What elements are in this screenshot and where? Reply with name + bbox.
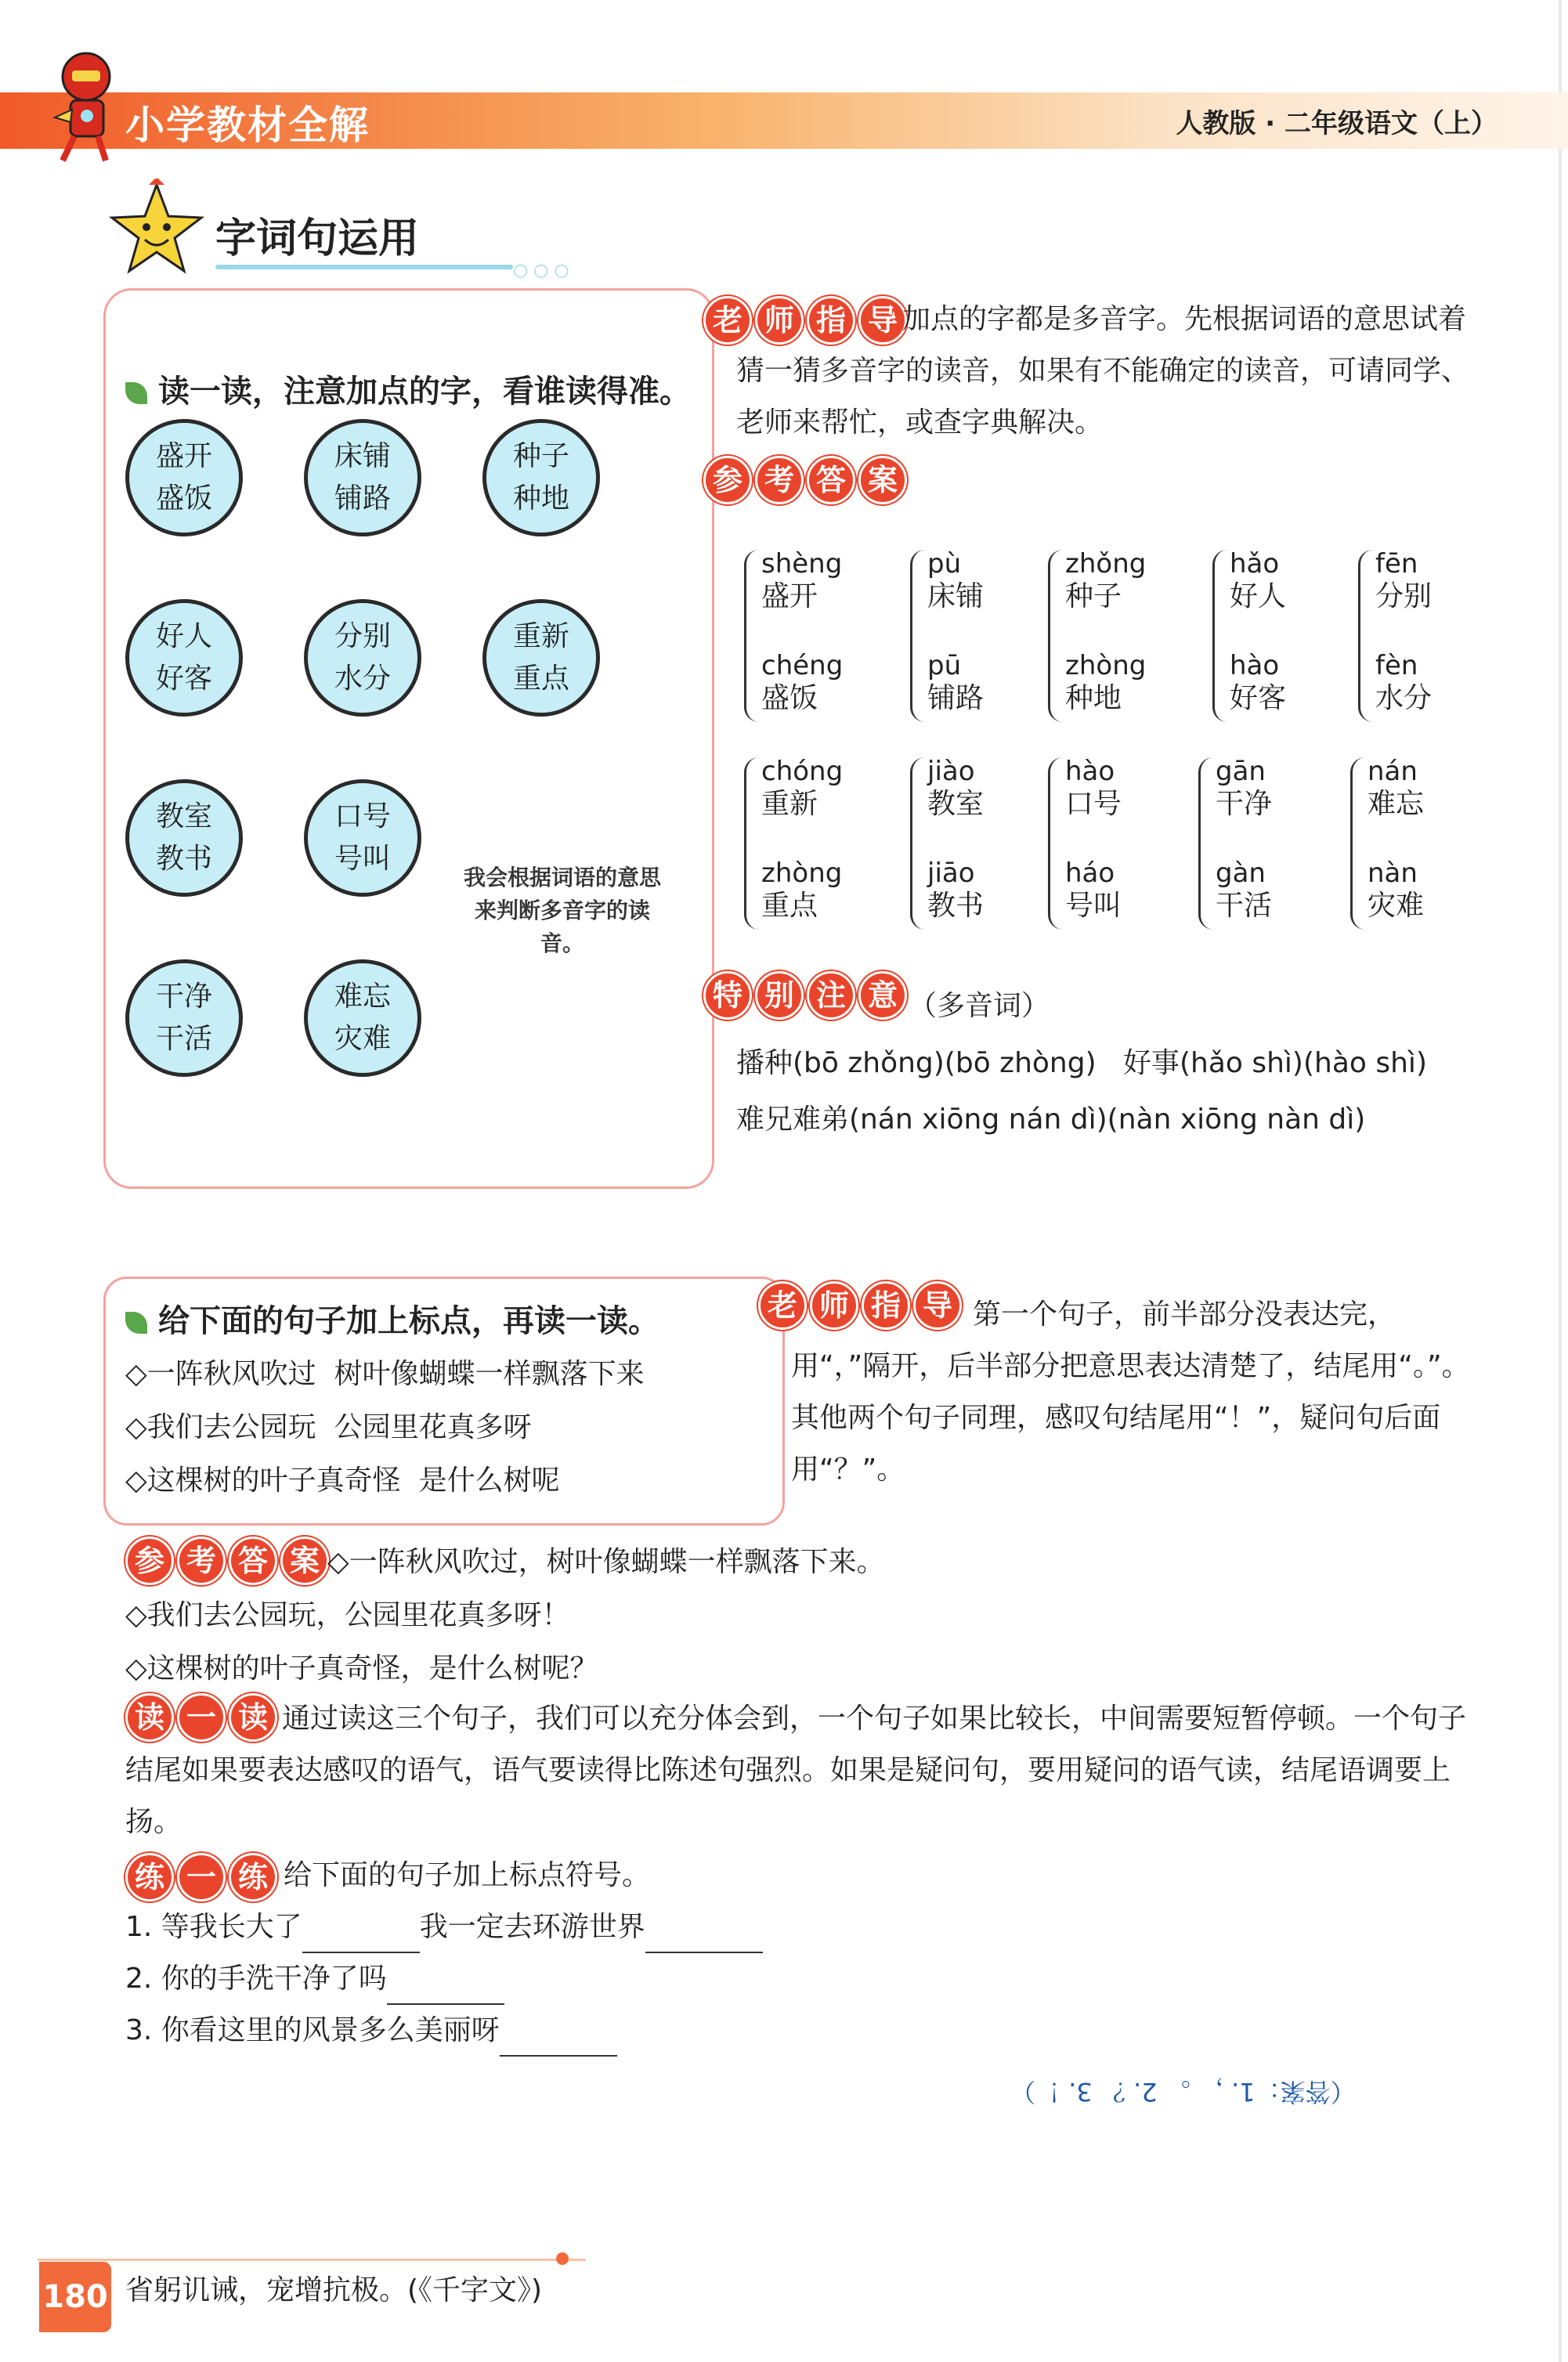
hanzi: 干净 xyxy=(1216,788,1273,820)
pinyin-group xyxy=(1212,540,1346,728)
blank-line[interactable] xyxy=(645,1925,763,1953)
label-char: 意 xyxy=(858,971,907,1020)
sentence: ◇一阵秋风吹过 树叶像蝴蝶一样飘落下来 xyxy=(125,1358,645,1390)
hanzi: 种地 xyxy=(1065,682,1122,714)
label-char: 导 xyxy=(913,1281,962,1330)
read-text: 通过读这三个句子，我们可以充分体会到，一个句子如果比较长，中间需要短暂停顿。一个句子结尾如果要表达感叹的语气，语气要读得比陈述句强烈。如果是疑问句，要用疑问的语气读，结尾语调要上扬。 xyxy=(125,1703,1467,1838)
word: 干净 xyxy=(155,981,212,1013)
edition-label: 人教版 · 二年级语文（上） xyxy=(1176,108,1498,139)
word: 铺路 xyxy=(334,482,391,515)
practice-sentence: 我一定去环游世界 xyxy=(419,1911,645,1943)
note-line-1: 播种(bō zhǒng)(bō zhòng) 好事(hǎo shì)(hào shì) xyxy=(736,1047,1427,1079)
question-2-text: 给下面的句子加上标点，再读一读。 xyxy=(158,1303,659,1339)
brace xyxy=(1048,550,1063,722)
word: 好人 xyxy=(155,620,212,652)
word: 教室 xyxy=(155,800,212,832)
word-circle xyxy=(125,599,243,717)
page-edge xyxy=(1559,0,1562,2362)
word: 种地 xyxy=(512,482,569,515)
hanzi: 盛饭 xyxy=(761,682,818,714)
label-char: 答 xyxy=(807,456,855,504)
label-char: 老 xyxy=(758,1281,807,1330)
teacher-guide-text: 加点的字都是多音字。先根据词语的意思试着猜一猜多音字的读音，如果有不能确定的读音，可请同学、老师来帮忙，或查字典解决。 xyxy=(736,303,1470,439)
pinyin-group xyxy=(1048,748,1181,936)
pinyin: zhòng xyxy=(761,858,843,889)
word: 重点 xyxy=(512,663,569,695)
label-char: 注 xyxy=(807,971,855,1020)
footer-rule xyxy=(38,2259,586,2261)
practice-sentence: 2. 你的手洗干净了吗 xyxy=(125,1963,387,1995)
sentence: ◇这棵树的叶子真奇怪 是什么树呢 xyxy=(125,1465,560,1497)
word: 灾难 xyxy=(334,1023,391,1055)
special-note-label xyxy=(703,971,907,1020)
brace xyxy=(1048,757,1063,930)
label-char: 一 xyxy=(177,1693,226,1742)
pinyin: jiāo xyxy=(927,858,975,889)
label-char: 考 xyxy=(177,1537,226,1585)
pinyin: hǎo xyxy=(1230,548,1280,580)
label-char: 案 xyxy=(280,1537,329,1585)
label-char: 师 xyxy=(810,1281,858,1330)
word: 盛饭 xyxy=(155,482,212,515)
label-char: 老 xyxy=(703,296,752,345)
practice-item-3 xyxy=(125,2005,617,2057)
word: 重新 xyxy=(512,620,569,652)
question-1-text: 读一读，注意加点的字，看谁读得准。 xyxy=(158,374,691,410)
answer: ◇这棵树的叶子真奇怪，是什么树呢？ xyxy=(125,1652,598,1685)
word: 干活 xyxy=(155,1023,212,1055)
pinyin: fēn xyxy=(1375,548,1418,580)
pinyin-group xyxy=(744,748,877,936)
blank-line[interactable] xyxy=(500,2028,617,2057)
hanzi: 教室 xyxy=(927,788,985,820)
question-2 xyxy=(125,1296,659,1341)
section-underline xyxy=(215,265,513,269)
brace xyxy=(1358,550,1373,722)
word-circle xyxy=(482,599,600,717)
label-char: 别 xyxy=(755,971,804,1020)
hanzi: 教书 xyxy=(927,890,985,922)
question-1 xyxy=(125,367,691,411)
practice-label xyxy=(125,1853,277,1902)
blank-line[interactable] xyxy=(302,1925,420,1953)
pinyin: nàn xyxy=(1367,858,1418,889)
hanzi: 分别 xyxy=(1375,580,1433,612)
hanzi: 干活 xyxy=(1216,890,1273,922)
page-number: 180 xyxy=(39,2262,111,2332)
hanzi: 水分 xyxy=(1375,682,1433,714)
label-char: 练 xyxy=(125,1853,174,1902)
pinyin-group xyxy=(1358,540,1491,728)
word-circle xyxy=(125,779,243,897)
pinyin: hào xyxy=(1065,756,1115,787)
answer: ◇一阵秋风吹过，树叶像蝴蝶一样飘落下来。 xyxy=(327,1546,885,1578)
answer-label-2 xyxy=(125,1537,329,1585)
pinyin: gān xyxy=(1216,756,1266,787)
hanzi: 重点 xyxy=(761,890,818,922)
word-circle xyxy=(304,599,421,717)
practice-sentence: 1. 等我长大了 xyxy=(125,1911,302,1943)
word-circle xyxy=(304,959,421,1077)
hanzi: 灾难 xyxy=(1367,890,1425,922)
practice-text: 给下面的句子加上标点符号。 xyxy=(284,1859,651,1891)
pinyin: shèng xyxy=(761,548,843,580)
pinyin: gàn xyxy=(1216,858,1266,889)
word: 号叫 xyxy=(334,843,391,875)
answer: ◇我们去公园玩，公园里花真多呀！ xyxy=(125,1599,570,1631)
practice-sentence: 3. 你看这里的风景多么美丽呀 xyxy=(125,2014,500,2046)
label-char: 一 xyxy=(177,1853,226,1902)
label-char: 参 xyxy=(125,1537,174,1585)
word: 床铺 xyxy=(334,440,391,472)
decorative-dots: ○ ○ ○ xyxy=(513,261,569,280)
word: 教书 xyxy=(155,843,212,875)
brace xyxy=(744,550,759,722)
label-char: 考 xyxy=(755,456,804,504)
practice-item-1 xyxy=(125,1902,763,1953)
pinyin-group xyxy=(910,540,1043,728)
blank-line[interactable] xyxy=(387,1977,504,2005)
pinyin: zhòng xyxy=(1065,650,1147,681)
label-char: 案 xyxy=(858,456,907,504)
word-circle xyxy=(125,959,243,1077)
hanzi: 盛开 xyxy=(761,580,818,612)
pinyin-group xyxy=(1198,748,1331,936)
footer-quote: 省躬讥诫，宠增抗极。(《千字文》) xyxy=(125,2274,543,2306)
star-icon xyxy=(106,179,208,280)
pinyin-group xyxy=(1350,748,1483,936)
leaf-icon xyxy=(125,382,147,404)
word: 分别 xyxy=(334,620,391,652)
pinyin: hào xyxy=(1230,650,1280,681)
footer-dot xyxy=(556,2252,569,2265)
word: 种子 xyxy=(512,440,569,472)
word: 水分 xyxy=(334,663,391,695)
label-char: 读 xyxy=(229,1693,277,1742)
pinyin: háo xyxy=(1065,858,1115,889)
hanzi: 好客 xyxy=(1230,682,1287,714)
upside-down-answer: （答案：1. ， 。 2. ？ 3. ！） xyxy=(1010,2077,1356,2107)
label-char: 指 xyxy=(862,1281,910,1330)
brace xyxy=(1198,757,1213,930)
leaf-icon xyxy=(125,1312,147,1334)
pinyin: chóng xyxy=(761,756,844,787)
teacher-guide-text-2: 第一个句子，前半部分没表达完，用“，”隔开，后半部分把意思表达清楚了，结尾用“。”。其他两个句子同理，感叹句结尾用“！”，疑问句后面用“？”。 xyxy=(791,1298,1470,1486)
word: 口号 xyxy=(334,800,391,832)
hanzi: 好人 xyxy=(1230,580,1287,612)
label-char: 师 xyxy=(755,296,804,345)
label-char: 练 xyxy=(229,1853,277,1902)
note-line-2: 难兄难弟(nán xiōng nán dì)(nàn xiōng nàn dì) xyxy=(736,1103,1366,1136)
word-circle xyxy=(304,419,421,536)
hanzi: 口号 xyxy=(1065,788,1122,820)
pinyin-group xyxy=(1048,540,1181,728)
hanzi: 床铺 xyxy=(927,580,985,612)
label-char: 答 xyxy=(229,1537,277,1585)
label-char: 导 xyxy=(858,296,907,345)
word: 难忘 xyxy=(334,981,391,1013)
pinyin: pù xyxy=(927,548,962,580)
brace xyxy=(1350,757,1365,930)
book-title: 小学教材全解 xyxy=(125,103,370,148)
label-char: 读 xyxy=(125,1693,174,1742)
brace xyxy=(744,757,759,930)
pinyin: jiào xyxy=(927,756,975,787)
word-circle xyxy=(304,779,421,897)
pinyin: chéng xyxy=(761,650,844,681)
thought-bubble: 我会根据词语的意思来判断多音字的读音。 xyxy=(463,865,661,956)
hanzi: 重新 xyxy=(761,788,818,820)
label-char: 指 xyxy=(807,296,855,345)
section-title: 字词句运用 xyxy=(215,215,420,262)
hanzi: 种子 xyxy=(1065,580,1122,612)
pinyin-group xyxy=(744,540,877,728)
brace xyxy=(910,550,925,722)
practice-item-2 xyxy=(125,1953,504,2005)
word: 好客 xyxy=(155,663,212,695)
pinyin: zhǒng xyxy=(1065,548,1147,580)
word-circle xyxy=(125,419,243,536)
pinyin-group xyxy=(910,748,1043,936)
note-subtitle: （多音词） xyxy=(909,990,1050,1022)
hanzi: 难忘 xyxy=(1367,788,1425,820)
word-circle xyxy=(482,419,600,536)
sentence: ◇我们去公园玩 公园里花真多呀 xyxy=(125,1411,532,1443)
hanzi: 铺路 xyxy=(927,682,985,714)
hanzi: 号叫 xyxy=(1065,890,1122,922)
label-char: 参 xyxy=(703,456,752,504)
word: 盛开 xyxy=(155,440,212,472)
answer-label xyxy=(703,456,907,504)
brace xyxy=(1212,550,1227,722)
pinyin: pū xyxy=(927,650,962,681)
pinyin: nán xyxy=(1367,756,1418,787)
mascot-robot-icon xyxy=(31,47,125,164)
pinyin: fèn xyxy=(1375,650,1418,681)
label-char: 特 xyxy=(703,971,752,1020)
brace xyxy=(910,757,925,930)
